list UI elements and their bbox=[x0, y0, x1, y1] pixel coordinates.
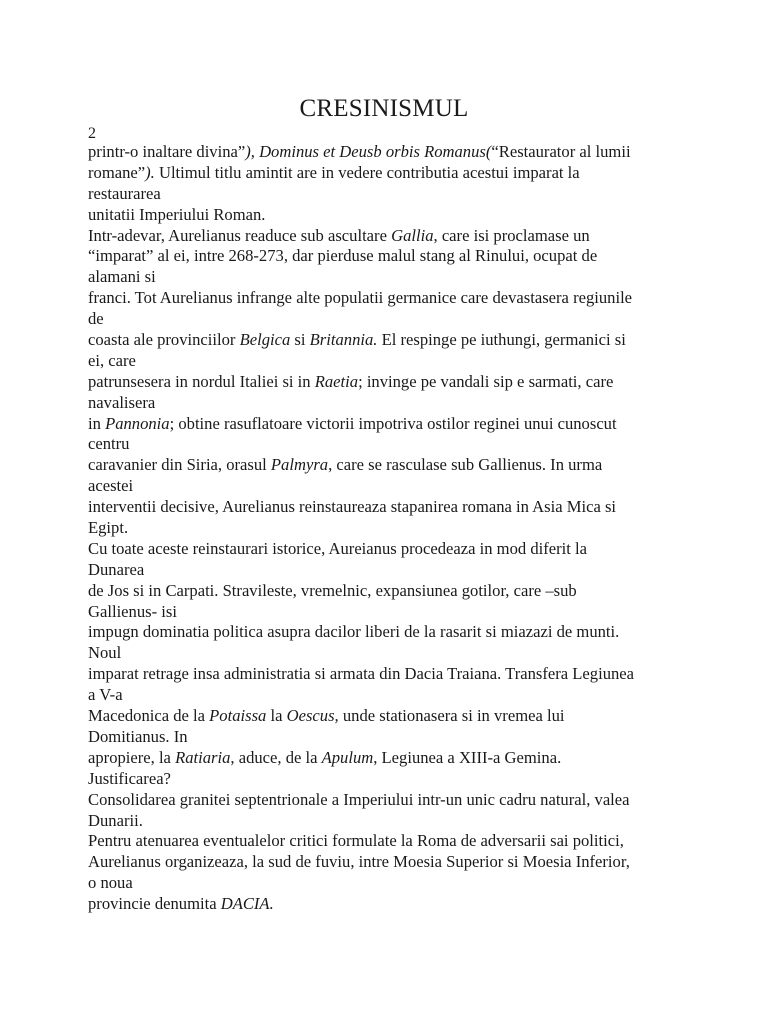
italic-text-run: DACIA. bbox=[220, 894, 274, 914]
document-body bbox=[88, 142, 688, 915]
text-line bbox=[88, 769, 688, 790]
text-run: de Jos si in Carpati. Stravileste, vremelnic, expansiunea gotilor, care –sub bbox=[88, 580, 577, 600]
text-run: Consolidarea granitei septentrionale a Imperiului intr-un unic cadru natural, valea bbox=[88, 789, 630, 809]
text-line bbox=[88, 852, 688, 873]
text-line bbox=[88, 288, 688, 309]
text-run: imparat retrage insa administratia si armata din Dacia Traiana. Transfera Legiunea bbox=[88, 664, 635, 684]
text-line bbox=[88, 581, 688, 602]
text-run: ei, care bbox=[88, 350, 136, 370]
text-run: , care se rasculase sub Gallienus. In urma bbox=[328, 455, 603, 475]
text-run: la bbox=[266, 706, 287, 726]
text-line bbox=[88, 643, 688, 664]
text-run: Dunarea bbox=[88, 559, 145, 579]
text-run: , care isi proclamase un bbox=[433, 225, 590, 245]
text-line bbox=[88, 226, 688, 247]
text-line bbox=[88, 330, 688, 351]
text-run: apropiere, la bbox=[88, 747, 176, 767]
text-line bbox=[88, 455, 688, 476]
text-run: “Restaurator al lumii bbox=[491, 142, 631, 161]
text-run: printr-o inaltare divina” bbox=[88, 142, 246, 161]
text-line bbox=[88, 602, 688, 623]
text-run: o noua bbox=[88, 873, 133, 893]
page-title: CRESINISMUL bbox=[299, 95, 469, 122]
italic-text-run: Oescus, bbox=[286, 706, 339, 726]
text-run: coasta ale provinciilor bbox=[88, 330, 240, 350]
italic-text-run: Belgica bbox=[239, 330, 291, 350]
text-run: a V-a bbox=[88, 685, 123, 705]
text-run: patrunsesera in nordul Italiei si in bbox=[88, 371, 315, 391]
italic-text-run: ). bbox=[145, 162, 155, 182]
text-run: alamani si bbox=[88, 267, 156, 287]
text-line bbox=[88, 539, 688, 560]
text-run: Intr-adevar, Aurelianus readuce sub ascultare bbox=[88, 225, 392, 245]
text-run: Aurelianus organizeaza, la sud de fuviu, intre Moesia Superior si Moesia Inferior, bbox=[88, 852, 630, 872]
text-run: romane” bbox=[88, 162, 146, 182]
text-run: acestei bbox=[88, 476, 134, 496]
text-line bbox=[88, 790, 688, 811]
text-run: “imparat” al ei, intre 268-273, dar pierduse malul stang al Rinului, ocupat de bbox=[88, 246, 598, 266]
text-run: Pentru atenuarea eventualelor critici formulate la Roma de adversarii sai politici, bbox=[88, 831, 624, 851]
text-run: franci. Tot Aurelianus infrange alte populatii germanice care devastasera regiunile bbox=[88, 288, 633, 308]
text-line bbox=[88, 393, 688, 414]
text-run: de bbox=[88, 309, 104, 329]
text-line bbox=[88, 163, 688, 184]
italic-text-run: Palmyra bbox=[270, 455, 329, 475]
text-line bbox=[88, 706, 688, 727]
text-line bbox=[88, 664, 688, 685]
text-line bbox=[88, 205, 688, 226]
text-run: Egipt. bbox=[88, 518, 129, 538]
text-run: navalisera bbox=[88, 392, 156, 412]
italic-text-run: Ratiaria bbox=[175, 747, 231, 767]
text-run: Gallienus- isi bbox=[88, 601, 177, 621]
italic-text-run: Britannia. bbox=[309, 330, 378, 350]
text-line bbox=[88, 518, 688, 539]
text-run: unitatii Imperiului Roman. bbox=[88, 204, 266, 224]
text-run: Macedonica de la bbox=[88, 706, 210, 726]
text-run: caravanier din Siria, orasul bbox=[88, 455, 271, 475]
text-line bbox=[88, 748, 688, 769]
text-line bbox=[88, 309, 688, 330]
text-line bbox=[88, 811, 688, 832]
text-line bbox=[88, 831, 688, 852]
text-run: Cu toate aceste reinstaurari istorice, Aureianus procedeaza in mod diferit la bbox=[88, 538, 587, 558]
text-line bbox=[88, 414, 688, 435]
text-line bbox=[88, 873, 688, 894]
text-run: unde stationasera si in vremea lui bbox=[338, 706, 565, 726]
text-run: Noul bbox=[88, 643, 122, 663]
text-line bbox=[88, 142, 688, 163]
text-run: ; obtine rasuflatoare victorii impotriva ostilor reginei unui cunoscut bbox=[169, 413, 617, 433]
italic-text-run: Apulum bbox=[321, 747, 374, 767]
text-line bbox=[88, 560, 688, 581]
text-run: provincie denumita bbox=[88, 894, 221, 914]
text-run: Domitianus. In bbox=[88, 726, 188, 746]
text-line bbox=[88, 184, 688, 205]
text-line bbox=[88, 434, 688, 455]
text-run: si bbox=[290, 330, 310, 350]
text-line bbox=[88, 622, 688, 643]
page-number: 2 bbox=[88, 125, 96, 142]
text-run: Justificarea? bbox=[88, 768, 171, 788]
text-line bbox=[88, 476, 688, 497]
text-run: El respinge pe iuthungi, germanici si bbox=[377, 330, 626, 350]
text-run: Ultimul titlu amintit are in vedere contributia acestui imparat la bbox=[154, 162, 580, 182]
italic-text-run: Potaissa bbox=[209, 706, 267, 726]
text-line bbox=[88, 351, 688, 372]
text-run: Dunarii. bbox=[88, 810, 143, 830]
italic-text-run: Raetia bbox=[314, 371, 359, 391]
text-line bbox=[88, 267, 688, 288]
text-run: restaurarea bbox=[88, 183, 161, 203]
text-line bbox=[88, 685, 688, 706]
italic-text-run: ), Dominus et Deusb orbis Romanus( bbox=[245, 142, 492, 161]
text-line bbox=[88, 894, 688, 915]
text-line bbox=[88, 372, 688, 393]
text-line bbox=[88, 497, 688, 518]
text-run: impugn dominatia politica asupra dacilor liberi de la rasarit si miazazi de munti. bbox=[88, 622, 620, 642]
text-line bbox=[88, 727, 688, 748]
text-line bbox=[88, 246, 688, 267]
text-run: in bbox=[88, 413, 106, 433]
text-run: ; invinge pe vandali sip e sarmati, care bbox=[358, 371, 614, 391]
text-run: interventii decisive, Aurelianus reinstaureaza stapanirea romana in Asia Mica si bbox=[88, 497, 617, 517]
text-run: centru bbox=[88, 434, 130, 454]
italic-text-run: Gallia bbox=[391, 225, 434, 245]
italic-text-run: Pannonia bbox=[105, 413, 170, 433]
text-run: , aduce, de la bbox=[230, 747, 322, 767]
text-run: , Legiunea a XIII-a Gemina. bbox=[373, 747, 562, 767]
